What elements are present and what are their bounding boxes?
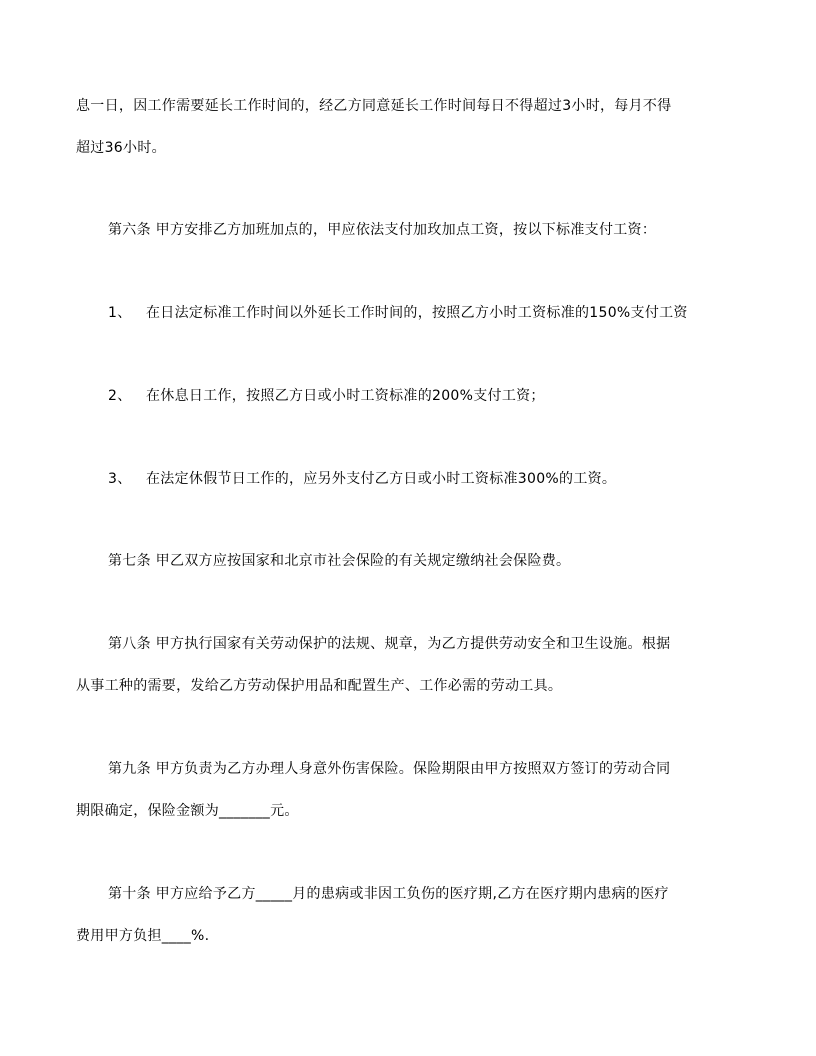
article-8-line-1: 第八条 甲方执行国家有关劳动保护的法规、规章，为乙方提供劳动安全和卫生设施。根据 [108,636,671,652]
list-item-2 [108,386,545,406]
list-item-text: 在日法定标准工作时间以外延长工作时间的，按照乙方小时工资标准的150%支付工资 [146,305,688,321]
article-9-line-2: 期限确定，保险金额为_______元。 [76,803,299,819]
article-9-line-1: 第九条 甲方负责为乙方办理人身意外伤害保险。保险期限由甲方按照双方签订的劳动合同 [108,761,671,777]
article-10-line-2: 费用甲方负担____%. [76,928,210,944]
list-item-text: 在休息日工作，按照乙方日或小时工资标准的200%支付工资； [146,388,545,404]
list-item-3 [108,469,616,489]
list-item-number: 3、 [108,471,132,487]
list-item-number: 1、 [108,305,132,321]
article-10-line-1: 第十条 甲方应给予乙方_____月的患病或非因工负伤的医疗期,乙方在医疗期内患病的医疗 [108,886,669,902]
article-8-line-2: 从事工种的需要，发给乙方劳动保护用品和配置生产、工作必需的劳动工具。 [76,678,563,694]
article-6-heading: 第六条 甲方安排乙方加班加点的，甲应依法支付加玫加点工资，按以下标准支付工资： [108,222,657,238]
article-7: 第七条 甲乙双方应按国家和北京市社会保险的有关规定缴纳社会保险费。 [108,553,571,569]
paragraph-line: 息一日，因工作需要延长工作时间的，经乙方同意延长工作时间每日不得超过3小时，每月不得 [76,98,672,114]
list-item-1 [108,303,688,323]
paragraph-line: 超过36小时。 [76,140,166,156]
list-item-text: 在法定休假节日工作的，应另外支付乙方日或小时工资标准300%的工资。 [146,471,617,487]
list-item-number: 2、 [108,388,132,404]
